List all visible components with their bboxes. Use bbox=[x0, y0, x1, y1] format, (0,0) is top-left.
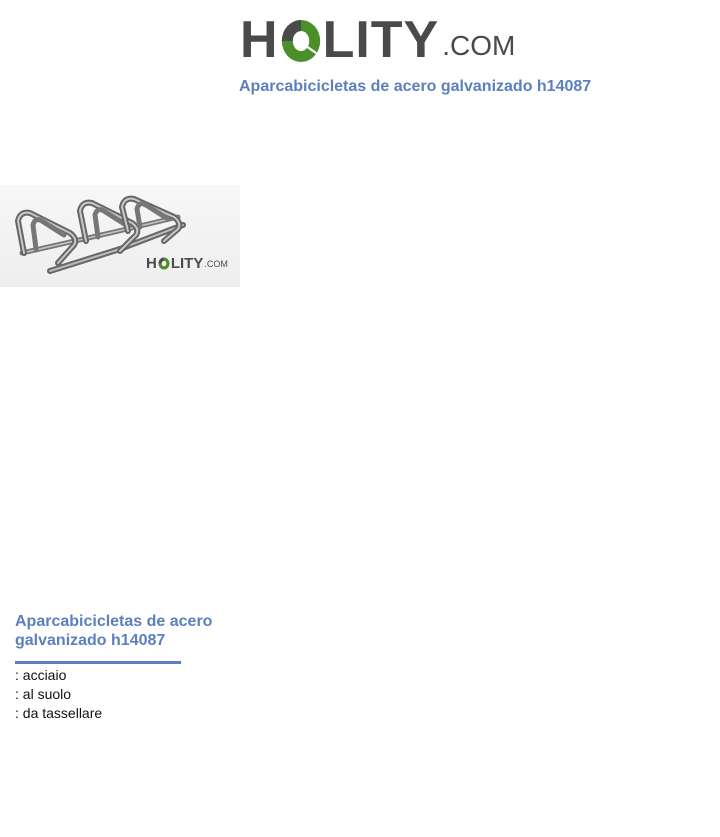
watermark-letters-lity: LITY bbox=[170, 255, 204, 272]
spec-item: : acciaio bbox=[15, 667, 67, 683]
watermark-o-icon bbox=[158, 257, 170, 270]
spec-item: : al suolo bbox=[15, 686, 72, 702]
logo-domain: .COM bbox=[442, 30, 516, 61]
spec-item: : da tassellare bbox=[15, 705, 103, 721]
watermark-letter-h: H bbox=[146, 255, 157, 272]
product-image bbox=[0, 185, 240, 287]
image-watermark-logo bbox=[146, 256, 228, 271]
product-title: Aparcabicicletas de acero galvanizado h14087 bbox=[15, 613, 213, 649]
logo-letter-h: H bbox=[240, 11, 279, 69]
holity-logo bbox=[240, 10, 516, 69]
title-divider bbox=[15, 661, 181, 664]
logo-letters-lity: LITY bbox=[322, 11, 440, 69]
watermark-domain: .COM bbox=[204, 259, 228, 269]
page-title: Aparcabicicletas de acero galvanizado h14087 bbox=[239, 78, 592, 95]
bike-rack-illustration bbox=[0, 185, 240, 287]
spec-list bbox=[15, 666, 102, 723]
logo-o-icon bbox=[280, 18, 322, 64]
